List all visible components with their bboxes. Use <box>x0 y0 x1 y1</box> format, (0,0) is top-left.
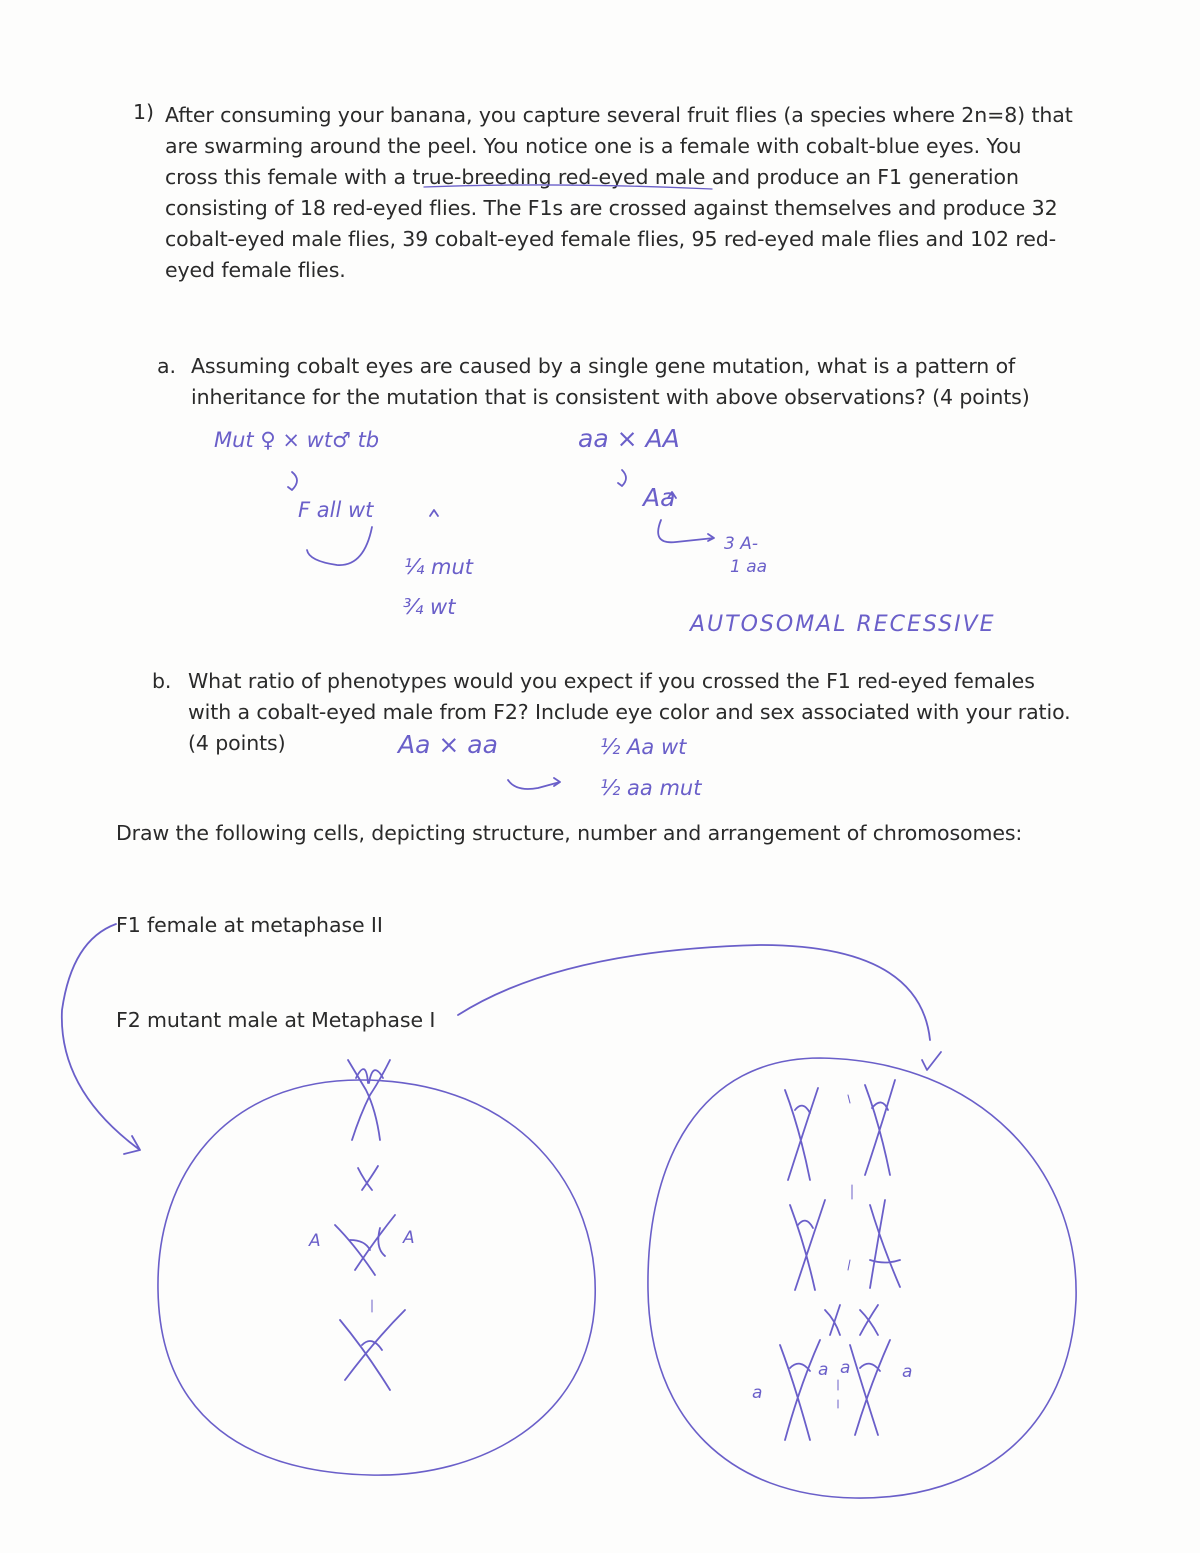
handwritten-half-wt: ½ Aa wt <box>600 735 687 759</box>
spindle-mark <box>848 1095 852 1199</box>
allele-label: a <box>840 1358 851 1378</box>
check-icon <box>922 1052 941 1070</box>
handwritten-half-mut: ½ aa mut <box>600 776 702 800</box>
handwritten-cross-right: aa × AA <box>578 424 680 453</box>
underline-mark <box>424 185 712 189</box>
draw-instruction: Draw the following cells, depicting structure, number and arrangement of chromosomes: <box>116 821 1023 845</box>
handwritten-3-dominant: 3 A- <box>724 534 758 554</box>
question-number: 1) <box>133 100 155 124</box>
allele-label: a <box>818 1360 829 1380</box>
arrow-icon <box>430 510 438 516</box>
chromosome-icon <box>780 1340 820 1440</box>
part-a-letter: a. <box>157 354 176 378</box>
chromosome-icon <box>348 1060 390 1140</box>
part-b-letter: b. <box>152 669 172 693</box>
arrow-icon <box>508 778 560 789</box>
chromosome-icon <box>335 1215 395 1275</box>
chromosome-icon <box>850 1340 890 1435</box>
part-b-line-2: with a cobalt-eyed male from F2? Include eye color and sex associated with your ratio. <box>188 700 1071 724</box>
handwritten-f1-right: Aa <box>643 483 676 512</box>
arrow-icon <box>307 527 372 565</box>
arrow-icon <box>288 472 297 490</box>
question-line: are swarming around the peel. You notice one is a female with cobalt-blue eyes. You <box>165 134 1022 158</box>
part-a-line-1: Assuming cobalt eyes are caused by a single gene mutation, what is a pattern of <box>191 354 1016 378</box>
question-line: After consuming your banana, you capture several fruit flies (a species where 2n=8) that <box>165 103 1073 127</box>
question-line: cobalt-eyed male flies, 39 cobalt-eyed female flies, 95 red-eyed male flies and 102 red- <box>165 227 1057 251</box>
allele-label: a <box>752 1383 763 1403</box>
chromosome-icon <box>870 1200 900 1288</box>
cell-outline-left <box>158 1080 595 1475</box>
chromosome-icon <box>790 1200 825 1290</box>
chromosome-icon <box>785 1088 818 1180</box>
arrow-icon <box>458 945 930 1040</box>
part-b-line-1: What ratio of phenotypes would you expect if you crossed the F1 red-eyed females <box>188 669 1035 693</box>
part-b-line-3: (4 points) <box>188 731 286 755</box>
label-f2-male: F2 mutant male at Metaphase I <box>116 1008 436 1032</box>
chromosome-icon <box>865 1080 895 1175</box>
arrow-icon <box>658 520 714 542</box>
handwritten-quarter-mut: ¼ mut <box>404 555 474 579</box>
handwritten-threequarter-wt: ¾ wt <box>403 595 456 619</box>
handwritten-cross-b: Aa × aa <box>398 730 498 759</box>
spindle-mark <box>848 1260 850 1270</box>
allele-label: a <box>902 1362 913 1382</box>
handwritten-cross-left: Mut ♀ × wt♂ tb <box>214 428 380 452</box>
label-f1-female: F1 female at metaphase II <box>116 913 383 937</box>
allele-label: A <box>403 1228 415 1248</box>
arrow-icon <box>668 492 676 498</box>
chromosome-icon <box>825 1305 878 1335</box>
handwritten-1-recessive: 1 aa <box>730 557 768 577</box>
handwritten-answer-a: AUTOSOMAL RECESSIVE <box>690 612 996 637</box>
arrow-icon <box>62 924 140 1154</box>
part-a-line-2: inheritance for the mutation that is consistent with above observations? (4 points) <box>191 385 1030 409</box>
cell-outline-right <box>648 1058 1076 1498</box>
handwritten-f1-left: F all wt <box>298 498 374 522</box>
chromosome-icon <box>340 1310 405 1390</box>
chromosome-icon <box>358 1166 378 1190</box>
question-line: eyed female flies. <box>165 258 346 282</box>
question-line: cross this female with a true-breeding red-eyed male and produce an F1 generation <box>165 165 1019 189</box>
question-line: consisting of 18 red-eyed flies. The F1s are crossed against themselves and produce 32 <box>165 196 1058 220</box>
arrow-icon <box>618 470 626 486</box>
allele-label: A <box>309 1231 321 1251</box>
